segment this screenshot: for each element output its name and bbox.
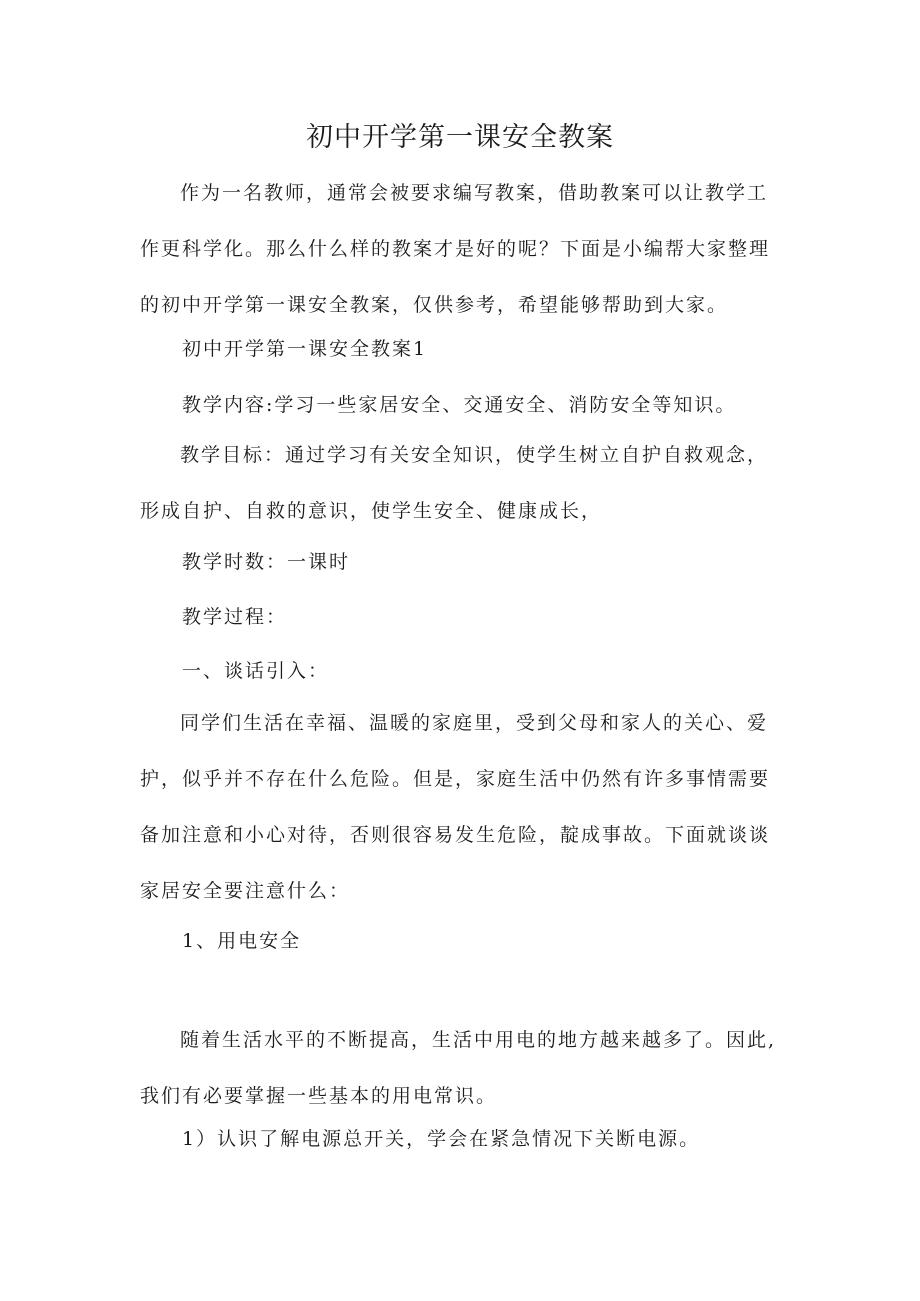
- section-heading: 初中开学第一课安全教案1: [182, 338, 428, 360]
- intro-paragraph: 作为一名教师，通常会被要求编写教案，借助教案可以让教学工作更科学化。那么什么样的教案才是好的呢？下面是小编帮大家整理的初中开学第一课安全教案，仅供参考，希望能够帮助到大家。: [140, 182, 771, 316]
- teaching-process: 教学过程：: [182, 606, 288, 628]
- item-one-heading: 1、用电安全: [182, 930, 302, 952]
- teaching-hours: 教学时数：一课时: [182, 551, 351, 573]
- part-one-heading: 一、谈话引入：: [182, 660, 330, 682]
- part-one-paragraph: 同学们生活在幸福、温暖的家庭里，受到父母和家人的关心、爱护，似乎并不存在什么危险。但是，家庭生活中仍然有许多事情需要备加注意和小心对待，否则很容易发生危险，靛成事故。下面就谈谈家居安全要注意什么：: [140, 712, 771, 902]
- teaching-goal: 教学目标：通过学习有关安全知识，使学生树立自护自救观念，形成自护、自救的意识，使学生安全、健康成长，: [140, 444, 769, 522]
- teaching-content: 教学内容:学习一些家居安全、交通安全、消防安全等知识。: [182, 394, 737, 416]
- document-title: 初中开学第一课安全教案: [306, 122, 614, 153]
- item-one-paragraph: 随着生活水平的不断提高，生活中用电的地方越来越多了。因此,我们有必要掌握一些基本的用电常识。: [140, 1029, 777, 1107]
- sub-item-one: 1）认识了解电源总开关，学会在紧急情况下关断电源。: [182, 1128, 701, 1150]
